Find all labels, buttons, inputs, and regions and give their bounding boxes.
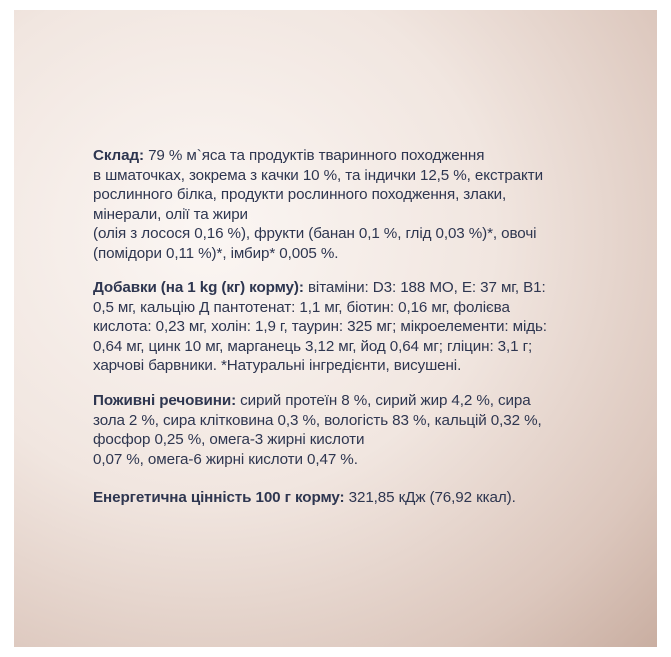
nutrients-line: 0,07 %, омега-6 жирні кислоти 0,47 %. bbox=[93, 450, 358, 468]
additives-line bbox=[93, 278, 593, 298]
nutrients-line: фосфор 0,25 %, омега-3 жирні кислоти bbox=[93, 431, 365, 448]
additives-line: харчові барвники. *Натуральні інгредієнти, висушені. bbox=[93, 357, 462, 374]
nutrients-text: сирий протеїн 8 %, сирий жир 4,2 %, сира bbox=[236, 392, 531, 409]
energy-line bbox=[93, 488, 593, 508]
additives-section bbox=[93, 278, 593, 376]
composition-line: рослинного білка, продукти рослинного походження, злаки, bbox=[93, 186, 507, 203]
nutrients-line: зола 2 %, сира клітковина 0,3 %, вологість 83 %, кальцій 0,32 %, bbox=[93, 411, 542, 429]
composition-section bbox=[93, 146, 593, 263]
composition-line: (помідори 0,11 %)*, імбир* 0,005 %. bbox=[93, 244, 339, 262]
nutrients-label: Поживні речовини: bbox=[93, 392, 237, 409]
info-card bbox=[14, 10, 657, 647]
nutrients-section bbox=[93, 391, 593, 469]
composition-line: мінерали, олії та жири bbox=[93, 205, 248, 223]
composition-line bbox=[93, 146, 593, 166]
additives-text: вітаміни: D3: 188 МО, E: 37 мг, B1: bbox=[303, 279, 546, 296]
additives-line: кислота: 0,23 мг, холін: 1,9 г, таурин: 325 мг; мікроелементи: мідь: bbox=[93, 318, 547, 335]
composition-line: в шматочках, зокрема з качки 10 %, та індички 12,5 %, екстракти bbox=[93, 166, 543, 184]
additives-label: Добавки (на 1 kg (кг) корму): bbox=[93, 279, 304, 296]
composition-text: 79 % м`яса та продуктів тваринного походження bbox=[143, 147, 485, 164]
energy-text: 321,85 кДж (76,92 ккал). bbox=[344, 489, 516, 506]
energy-section bbox=[93, 488, 593, 508]
energy-label: Енергетична цінність 100 г корму: bbox=[93, 489, 345, 506]
composition-line: (олія з лосося 0,16 %), фрукти (банан 0,1 %, глід 0,03 %)*, овочі bbox=[93, 225, 537, 242]
additives-line: 0,64 мг, цинк 10 мг, марганець 3,12 мг, йод 0,64 мг; гліцин: 3,1 г; bbox=[93, 337, 533, 355]
composition-label: Склад: bbox=[93, 147, 144, 164]
nutrients-line bbox=[93, 391, 593, 411]
additives-line: 0,5 мг, кальцію Д пантотенат: 1,1 мг, біотин: 0,16 мг, фолієва bbox=[93, 298, 510, 316]
